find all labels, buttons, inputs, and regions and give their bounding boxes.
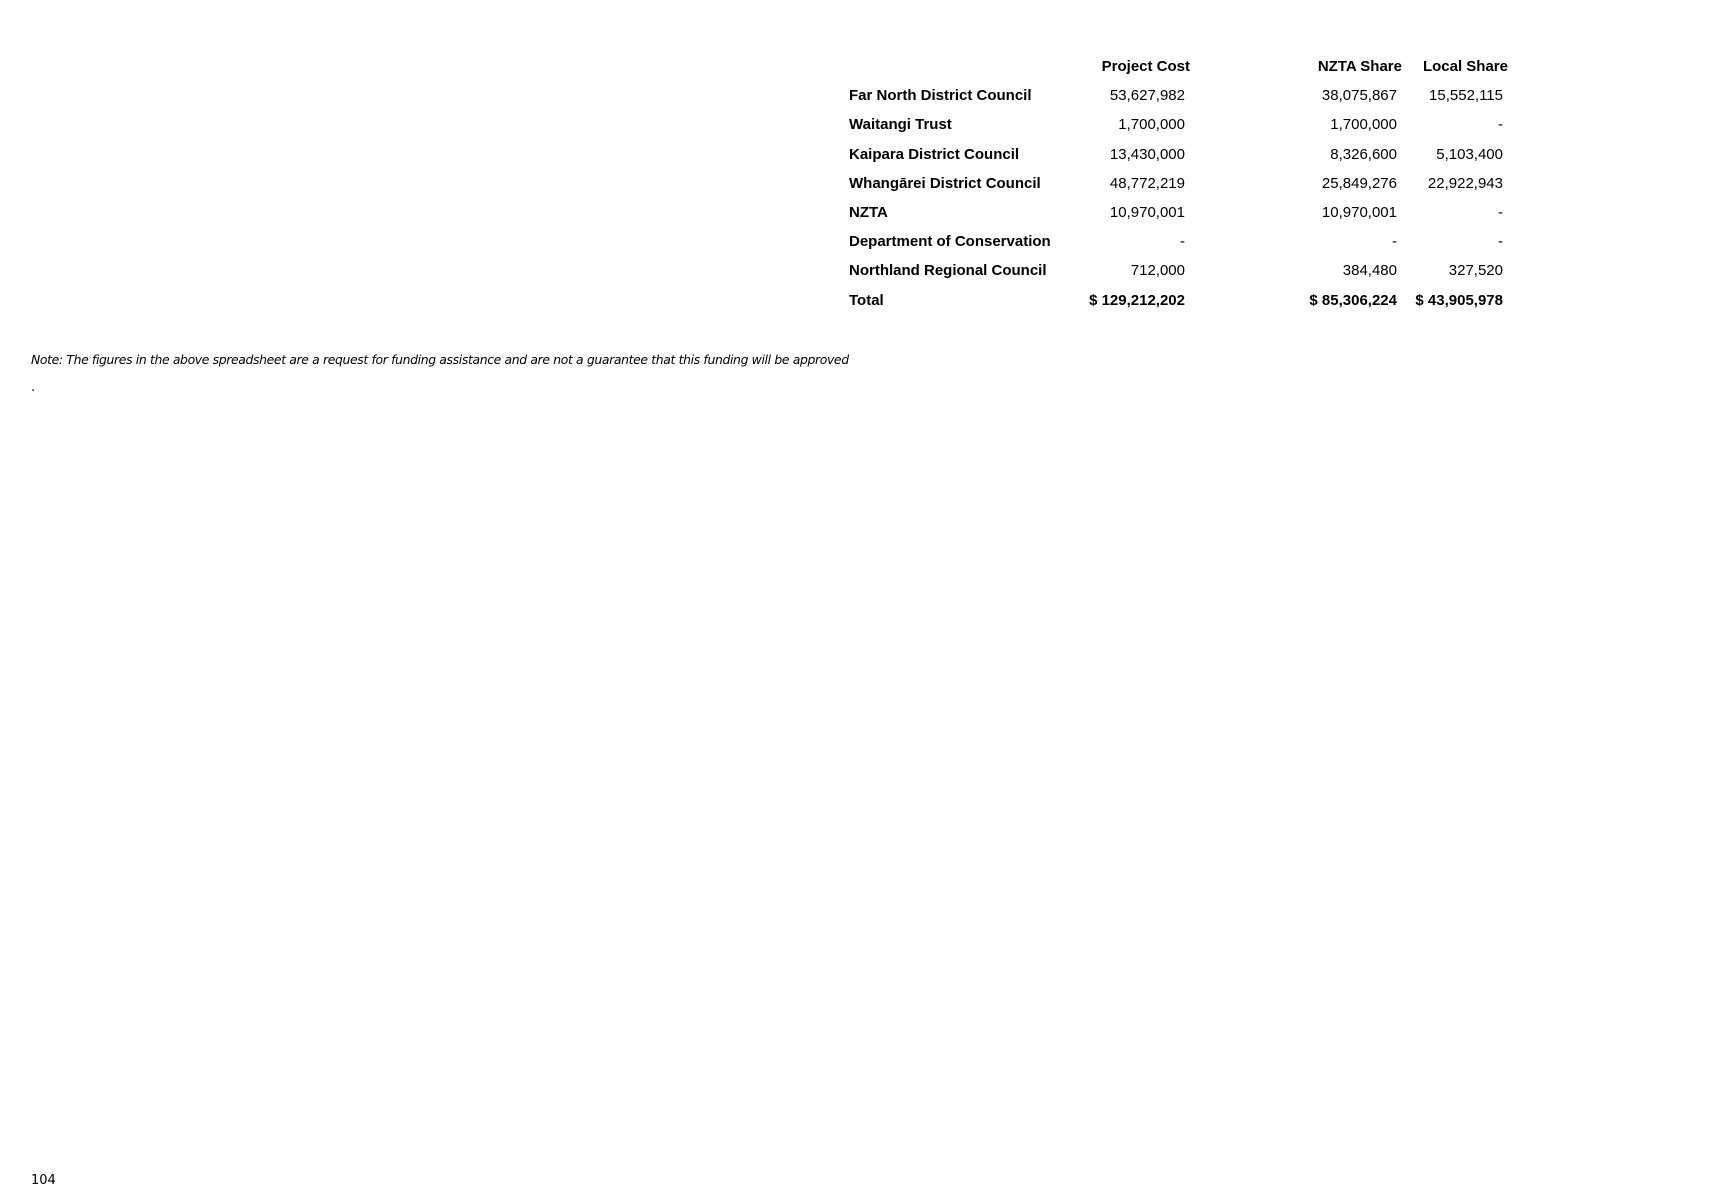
row-org: Far North District Council <box>849 87 1032 105</box>
row-nzta-share: 8,326,600 <box>1330 145 1397 163</box>
total-spacer <box>1185 286 1293 315</box>
funding-table <box>849 52 1508 315</box>
row-spacer <box>1185 198 1293 227</box>
table-row <box>849 169 1503 198</box>
row-org: Department of Conservation <box>849 233 1051 251</box>
row-spacer <box>1185 110 1293 139</box>
row-local-share: 15,552,115 <box>1429 87 1503 105</box>
table-row <box>849 81 1503 110</box>
row-nzta-share: 384,480 <box>1342 262 1397 280</box>
row-local-share: - <box>1498 116 1503 134</box>
header-local-share-text: Local Share <box>1422 58 1508 76</box>
table-row <box>849 110 1503 139</box>
row-nzta-share: 38,075,867 <box>1321 87 1397 105</box>
header-nzta-share <box>1293 52 1402 81</box>
header-spacer <box>1185 52 1293 81</box>
table-row <box>849 227 1503 256</box>
header-project-cost-text: Project Cost <box>1101 58 1190 76</box>
page-number: 104 <box>31 1173 56 1188</box>
row-project-cost: 712,000 <box>1130 262 1185 280</box>
header-project-cost <box>1081 52 1190 81</box>
total-project-cost: $ 129,212,202 <box>1089 291 1185 309</box>
table-row <box>849 256 1503 285</box>
row-org: NZTA <box>849 204 888 222</box>
row-project-cost: 13,430,000 <box>1109 145 1185 163</box>
row-local-share: 5,103,400 <box>1436 145 1503 163</box>
header-nzta-share-text: NZTA Share <box>1317 58 1402 76</box>
table-total-row <box>849 286 1503 315</box>
row-project-cost: 10,970,001 <box>1109 204 1185 222</box>
row-org: Kaipara District Council <box>849 145 1020 163</box>
row-nzta-share: 10,970,001 <box>1321 204 1397 222</box>
row-project-cost: - <box>1180 233 1185 251</box>
row-spacer <box>1185 256 1293 285</box>
row-spacer <box>1185 81 1293 110</box>
table-header-row <box>849 52 1503 81</box>
row-project-cost: 53,627,982 <box>1109 87 1185 105</box>
row-org: Northland Regional Council <box>849 262 1047 280</box>
total-nzta-share: $ 85,306,224 <box>1309 291 1397 309</box>
row-org: Waitangi Trust <box>849 116 952 134</box>
row-nzta-share: 1,700,000 <box>1330 116 1397 134</box>
row-project-cost: 48,772,219 <box>1109 174 1185 192</box>
row-nzta-share: - <box>1392 233 1397 251</box>
table-row <box>849 198 1503 227</box>
row-project-cost: 1,700,000 <box>1118 116 1185 134</box>
total-label: Total <box>849 291 884 309</box>
row-spacer <box>1185 227 1293 256</box>
header-label <box>849 52 1081 81</box>
row-local-share: 327,520 <box>1448 262 1503 280</box>
row-org: Whangārei District Council <box>849 174 1041 192</box>
table-row <box>849 140 1503 169</box>
row-local-share: 22,922,943 <box>1427 174 1503 192</box>
funding-note: Note: The figures in the above spreadsheet are a request for funding assistance and are not a guarantee that this funding will be approved <box>31 352 849 367</box>
header-local-share <box>1397 52 1508 81</box>
row-spacer <box>1185 169 1293 198</box>
row-local-share: - <box>1498 204 1503 222</box>
row-local-share: - <box>1498 233 1503 251</box>
row-nzta-share: 25,849,276 <box>1321 174 1397 192</box>
stray-mark: . <box>31 380 36 395</box>
row-spacer <box>1185 140 1293 169</box>
total-local-share: $ 43,905,978 <box>1415 291 1503 309</box>
